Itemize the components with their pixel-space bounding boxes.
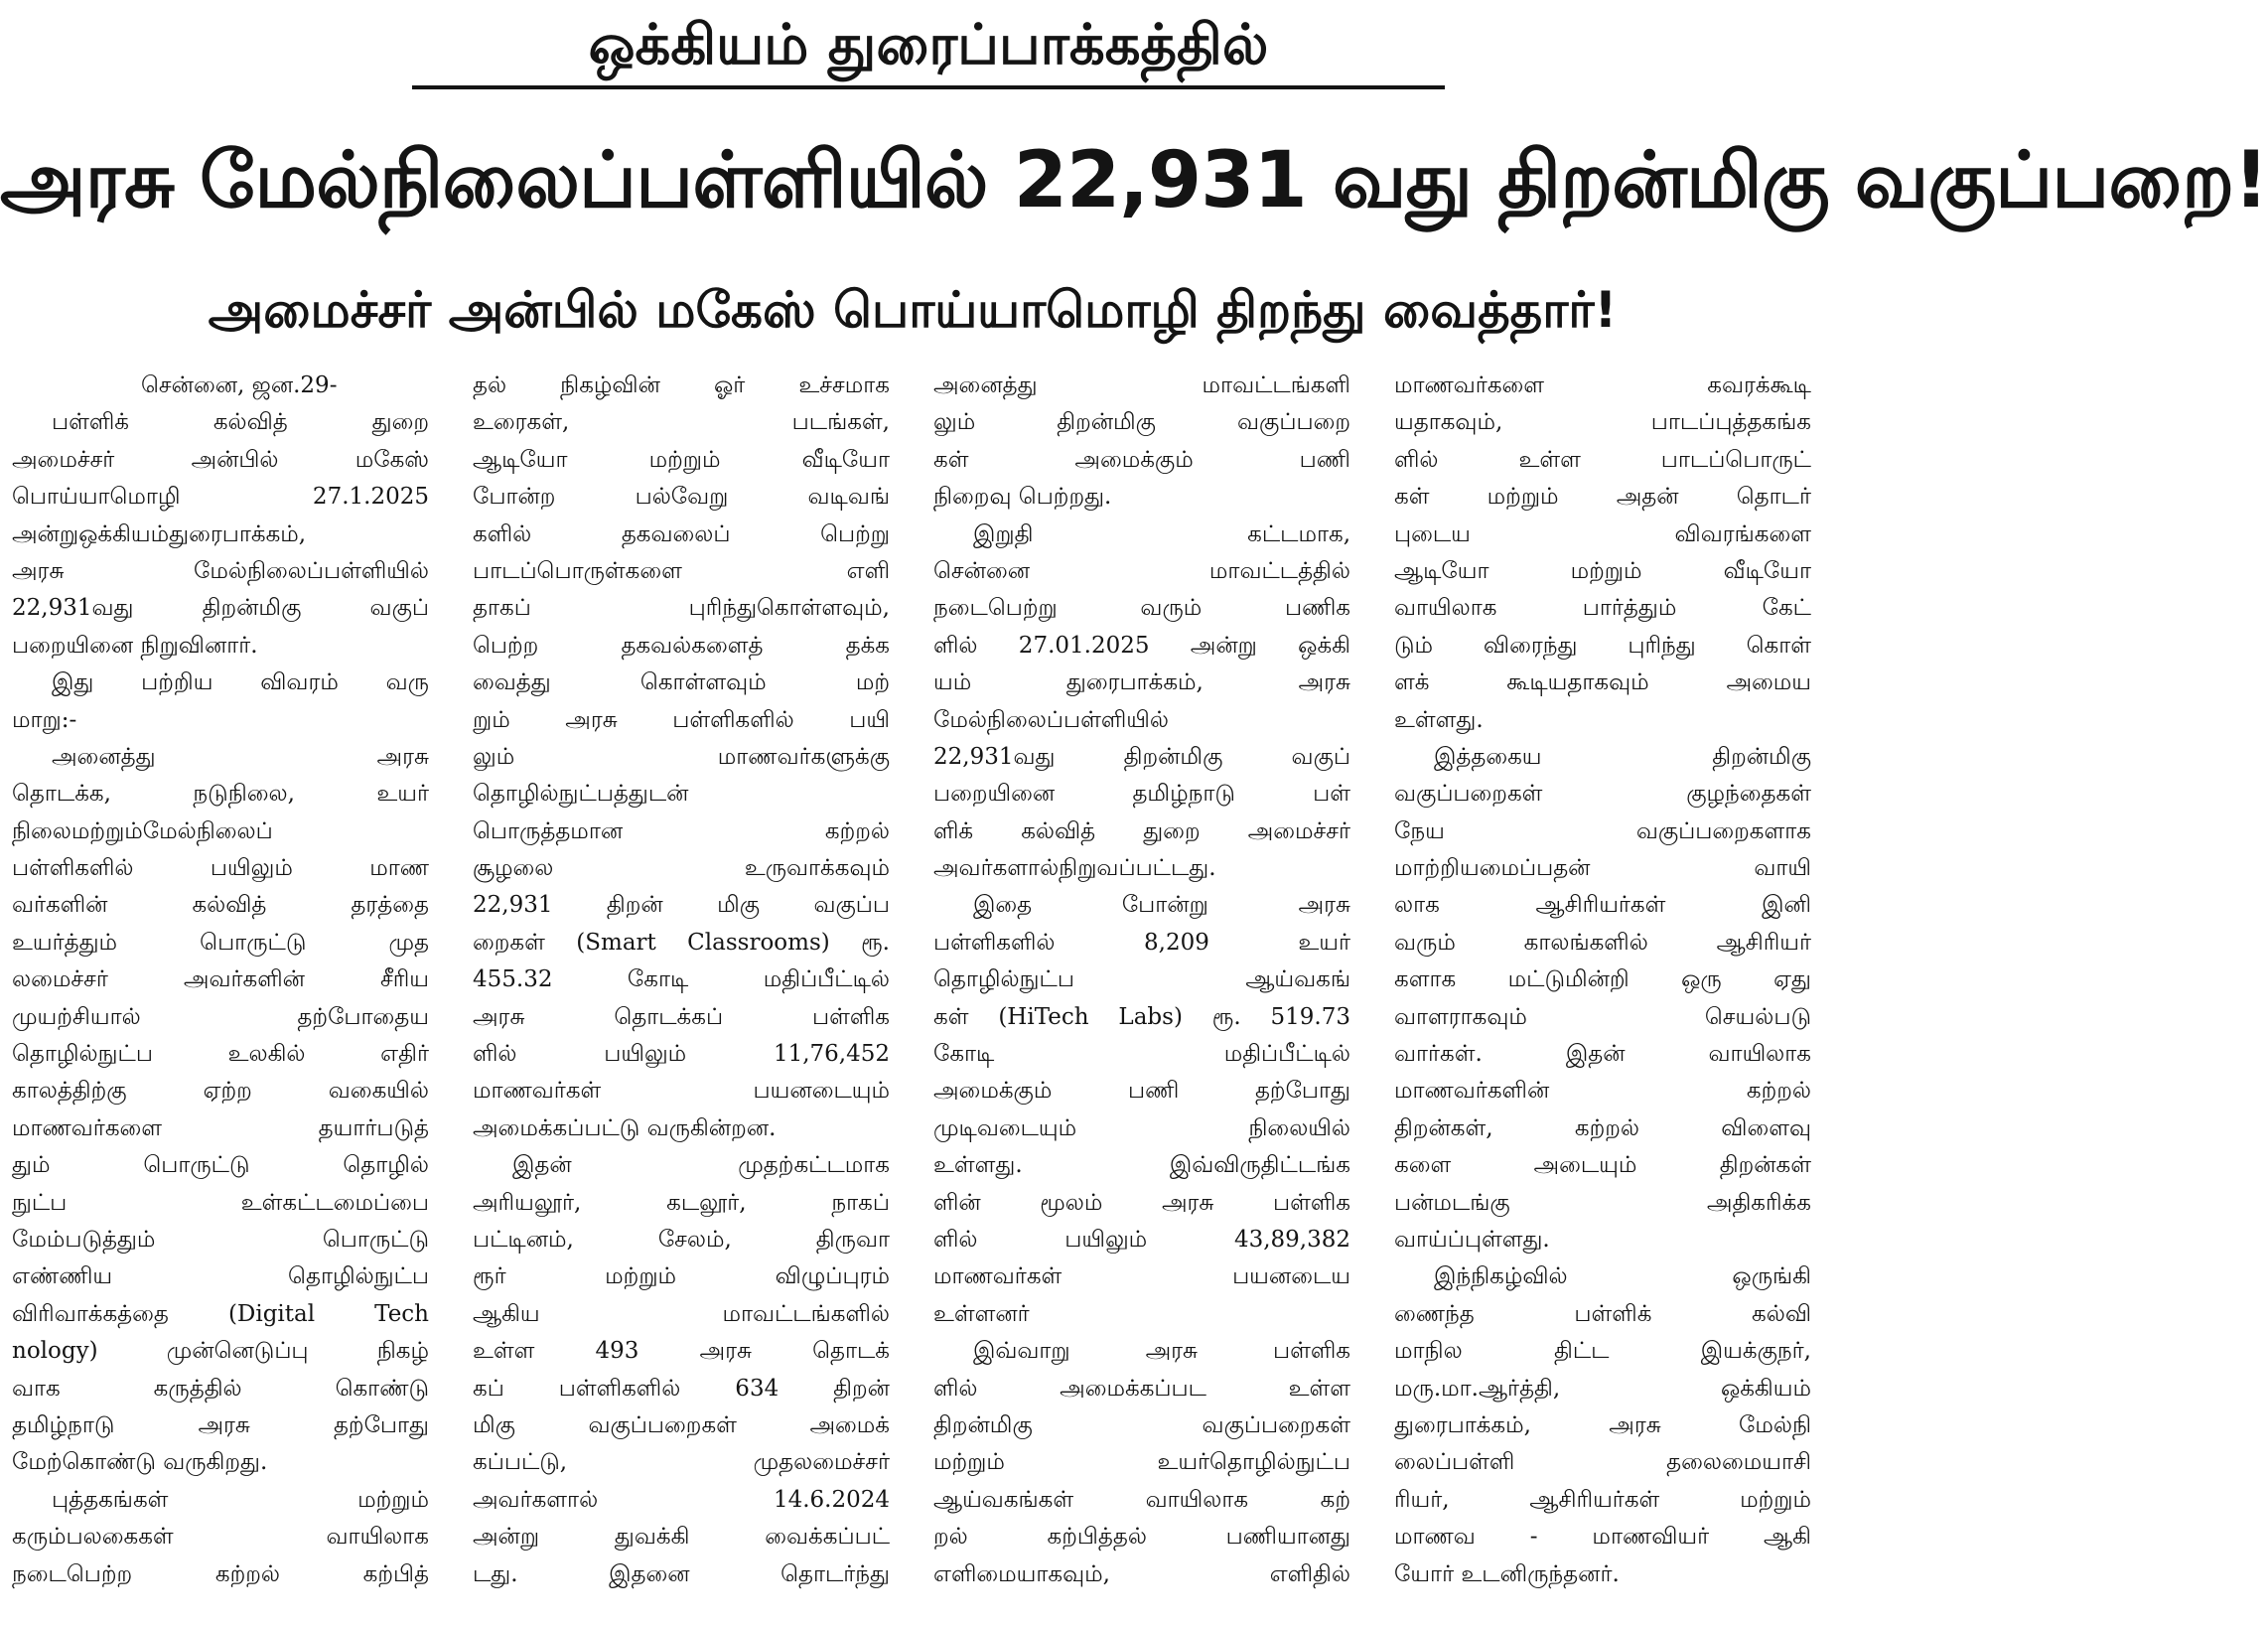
article-line: இது பற்றிய விவரம் வரு <box>52 669 429 696</box>
article-line: 22,931 திறன் மிகு வகுப்ப <box>473 892 890 919</box>
article-line: களாக மட்டுமின்றி ஒரு ஏது <box>1394 966 1811 993</box>
article-line: வாளராகவும் செயல்படு <box>1394 1003 1811 1030</box>
article-line: சென்னை மாவட்டத்தில் <box>933 557 1350 584</box>
article-line: உள்ளது. <box>1394 706 1484 733</box>
article-line: வாயிலாக பார்த்தும் கேட் <box>1394 595 1811 622</box>
article-line: தும் பொருட்டு தொழில் <box>12 1152 429 1179</box>
article-line: அமைச்சர் அன்பில் மகேஸ் <box>12 446 429 473</box>
article-line: வரும் காலங்களில் ஆசிரியர் <box>1394 929 1811 956</box>
article-line: பள்ளிகளில் 8,209 உயர் <box>933 929 1350 956</box>
article-line: கப் பள்ளிகளில் 634 திறன் <box>473 1375 890 1402</box>
article-line: பள்ளிகளில் பயிலும் மாண <box>12 855 429 882</box>
article-line: அனைத்து மாவட்டங்களி <box>933 372 1350 398</box>
article-line: மேற்கொண்டு வருகிறது. <box>12 1449 268 1476</box>
article-line: மிகு வகுப்பறைகள் அமைக் <box>473 1411 890 1438</box>
article-line: தாகப் புரிந்துகொள்ளவும், <box>473 595 890 622</box>
article-line: களில் தகவலைப் பெற்று <box>473 520 890 547</box>
article-line: அன்றுஒக்கியம்துரைபாக்கம், <box>12 520 307 547</box>
article-line: தொடக்க, நடுநிலை, உயர் <box>12 781 429 808</box>
article-line: ஆடியோ மற்றும் வீடியோ <box>473 446 890 473</box>
article-line: பொருத்தமான கற்றல் <box>473 817 890 844</box>
article-line: இந்நிகழ்வில் ஒருங்கி <box>1434 1263 1811 1290</box>
article-line: புடைய விவரங்களை <box>1394 520 1811 547</box>
article-line: தல் நிகழ்வின் ஓர் உச்சமாக <box>473 372 890 398</box>
article-line: ளில் உள்ள பாடப்பொருட் <box>1394 446 1811 473</box>
article-line: சென்னை, ஜன.29- <box>141 372 338 398</box>
article-line: திறன்மிகு வகுப்பறைகள் <box>933 1411 1350 1438</box>
article-line: எண்ணிய தொழில்நுட்ப <box>12 1263 429 1290</box>
article-line: ளிக் கல்வித் துறை அமைச்சர் <box>933 817 1350 844</box>
article-line: தமிழ்நாடு அரசு தற்போது <box>12 1411 429 1438</box>
article-line: முடிவடையும் நிலையில் <box>933 1114 1350 1141</box>
article-line: கரும்பலகைகள் வாயிலாக <box>12 1524 429 1551</box>
article-line: ஆடியோ மற்றும் வீடியோ <box>1394 557 1811 584</box>
article-line: மேல்நிலைப்பள்ளியில் <box>933 706 1169 733</box>
article-line: நிலைமற்றும்மேல்நிலைப் <box>12 817 273 844</box>
article-line: லும் திறன்மிகு வகுப்பறை <box>933 409 1350 436</box>
article-line: மாணவர்கள் பயனடையும் <box>473 1078 890 1105</box>
main-headline: அரசு மேல்நிலைப்பள்ளியில் 22,931 வது திறன்மிகு வகுப்பறை! <box>0 136 2268 225</box>
article-line: யம் துரைபாக்கம், அரசு <box>933 669 1350 696</box>
article-line: மாநில திட்ட இயக்குநர், <box>1394 1338 1811 1365</box>
article-line: மாறு:- <box>12 706 77 733</box>
article-line: துரைபாக்கம், அரசு மேல்நி <box>1394 1411 1811 1438</box>
article-line: ளின் மூலம் அரசு பள்ளிக <box>933 1189 1350 1216</box>
article-line: அமைக்கப்பட்டு வருகின்றன. <box>473 1114 777 1141</box>
article-line: உயர்த்தும் பொருட்டு முத <box>12 929 429 956</box>
article-line: பெற்ற தகவல்களைத் தக்க <box>473 632 890 659</box>
article-line: பள்ளிக் கல்வித் துறை <box>52 409 429 436</box>
article-line: இவ்வாறு அரசு பள்ளிக <box>973 1338 1350 1365</box>
article-line: அனைத்து அரசு <box>52 743 429 770</box>
article-line: மாற்றியமைப்பதன் வாயி <box>1394 855 1811 882</box>
article-line: அன்று துவக்கி வைக்கப்பட் <box>473 1524 890 1551</box>
article-line: 22,931வது திறன்மிகு வகுப் <box>933 743 1350 770</box>
article-line: திறன்கள், கற்றல் விளைவு <box>1394 1114 1811 1141</box>
article-line: பறையினை தமிழ்நாடு பள் <box>933 781 1350 808</box>
article-line: அரியலூர், கடலூர், நாகப் <box>473 1189 890 1216</box>
article-line: மரு.மா.ஆர்த்தி, ஒக்கியம் <box>1394 1375 1811 1402</box>
article-line: நிறைவு பெற்றது. <box>933 484 1112 511</box>
article-line: ஆய்வகங்கள் வாயிலாக கற் <box>933 1486 1350 1513</box>
article-line: ளில் 27.01.2025 அன்று ஒக்கி <box>933 632 1350 659</box>
article-line: இதன் முதற்கட்டமாக <box>512 1152 890 1179</box>
article-line: மாணவர்களை கவரக்கூடி <box>1394 372 1811 398</box>
article-line: உள்ளனர் <box>933 1300 1030 1327</box>
article-line: மாணவர்கள் பயனடைய <box>933 1263 1350 1290</box>
article-line: எளிமையாகவும், எளிதில் <box>933 1560 1350 1587</box>
article-line: கள் (HiTech Labs) ரூ. 519.73 <box>933 1003 1350 1030</box>
article-line: சூழலை உருவாக்கவும் <box>473 855 890 882</box>
article-line: இதை போன்று அரசு <box>973 892 1350 919</box>
article-column-1 <box>12 368 429 1627</box>
article-line: ரியர், ஆசிரியர்கள் மற்றும் <box>1394 1486 1811 1513</box>
article-line: லமைச்சர் அவர்களின் சீரிய <box>12 966 429 993</box>
article-line: அரசு மேல்நிலைப்பள்ளியில் <box>12 557 429 584</box>
article-line: வாய்ப்புள்ளது. <box>1394 1226 1550 1253</box>
article-line: உரைகள், படங்கள், <box>473 409 890 436</box>
article-line: பாடப்பொருள்களை எளி <box>473 557 890 584</box>
article-line: நடைபெற்று வரும் பணிக <box>933 595 1350 622</box>
article-line: டும் விரைந்து புரிந்து கொள் <box>1394 632 1811 659</box>
article-line: கோடி மதிப்பீட்டில் <box>933 1041 1350 1068</box>
article-line: அவர்களால்நிறுவப்பட்டது. <box>933 855 1216 882</box>
article-line: பொய்யாமொழி 27.1.2025 <box>12 484 429 511</box>
article-line: தொழில்நுட்ப உலகில் எதிர் <box>12 1041 429 1068</box>
article-line: இறுதி கட்டமாக, <box>973 520 1350 547</box>
article-line: ளக் கூடியதாகவும் அமைய <box>1394 669 1811 696</box>
article-line: அரசு தொடக்கப் பள்ளிக <box>473 1003 890 1030</box>
article-column-2 <box>473 368 890 1627</box>
article-line: மாணவர்களின் கற்றல் <box>1394 1078 1811 1105</box>
article-line: பட்டினம், சேலம், திருவா <box>473 1226 890 1253</box>
article-line: தொழில்நுட்பத்துடன் <box>473 781 689 808</box>
article-line: 22,931வது திறன்மிகு வகுப் <box>12 595 429 622</box>
article-line: டது. இதனை தொடர்ந்து <box>473 1560 890 1587</box>
article-line: முயற்சியால் தற்போதைய <box>12 1003 429 1030</box>
article-line: புத்தகங்கள் மற்றும் <box>52 1486 429 1513</box>
article-line: இத்தகைய திறன்மிகு <box>1434 743 1811 770</box>
article-line: உள்ளது. இவ்விருதிட்டங்க <box>933 1152 1350 1179</box>
article-line: விரிவாக்கத்தை (Digital Tech <box>12 1300 429 1327</box>
article-line: ணைந்த பள்ளிக் கல்வி <box>1394 1300 1811 1327</box>
article-line: உள்ள 493 அரசு தொடக் <box>473 1338 890 1365</box>
article-line: யதாகவும், பாடப்புத்தகங்க <box>1394 409 1811 436</box>
article-line: களை அடையும் திறன்கள் <box>1394 1152 1811 1179</box>
article-line: நுட்ப உள்கட்டமைப்பை <box>12 1189 429 1216</box>
article-line: அவர்களால் 14.6.2024 <box>473 1486 890 1513</box>
article-line: றல் கற்பித்தல் பணியானது <box>933 1524 1350 1551</box>
article-line: வர்களின் கல்வித் தரத்தை <box>12 892 429 919</box>
article-line: 455.32 கோடி மதிப்பீட்டில் <box>473 966 890 993</box>
article-line: வாக கருத்தில் கொண்டு <box>12 1375 429 1402</box>
article-line: ளில் பயிலும் 43,89,382 <box>933 1226 1350 1253</box>
article-line: மேம்படுத்தும் பொருட்டு <box>12 1226 429 1253</box>
article-line: கள் அமைக்கும் பணி <box>933 446 1350 473</box>
article-line: யோர் உடனிருந்தனர். <box>1394 1560 1620 1587</box>
article-line: கப்பட்டு, முதலமைச்சர் <box>473 1449 890 1476</box>
article-line: ளில் அமைக்கப்பட உள்ள <box>933 1375 1350 1402</box>
article-line: தொழில்நுட்ப ஆய்வகங் <box>933 966 1350 993</box>
article-line: ளில் பயிலும் 11,76,452 <box>473 1041 890 1068</box>
article-line: பறையினை நிறுவினார். <box>12 632 258 659</box>
article-line: லும் மாணவர்களுக்கு <box>473 743 890 770</box>
kicker-headline: ஒக்கியம் துரைப்பாக்கத்தில் <box>412 8 1445 89</box>
article-column-4 <box>1394 368 1811 1627</box>
article-line: லாக ஆசிரியர்கள் இனி <box>1394 892 1811 919</box>
article-line: றைகள் (Smart Classrooms) ரூ. <box>473 929 890 956</box>
sub-headline: அமைச்சர் அன்பில் மகேஸ் பொய்யாமொழி திறந்து வைத்தார்! <box>208 281 1618 339</box>
article-line: போன்ற பல்வேறு வடிவங் <box>473 484 890 511</box>
article-line: வகுப்பறைகள் குழந்தைகள் <box>1394 781 1811 808</box>
article-line: வார்கள். இதன் வாயிலாக <box>1394 1041 1811 1068</box>
article-column-3 <box>933 368 1350 1627</box>
article-line: காலத்திற்கு ஏற்ற வகையில் <box>12 1078 429 1105</box>
article-line: நேய வகுப்பறைகளாக <box>1394 817 1811 844</box>
article-line: மற்றும் உயர்தொழில்நுட்ப <box>933 1449 1350 1476</box>
article-line: லைப்பள்ளி தலைமையாசி <box>1394 1449 1811 1476</box>
article-line: றும் அரசு பள்ளிகளில் பயி <box>473 706 890 733</box>
article-line: வைத்து கொள்ளவும் மற் <box>473 669 890 696</box>
article-line: அமைக்கும் பணி தற்போது <box>933 1078 1350 1105</box>
article-line: பன்மடங்கு அதிகரிக்க <box>1394 1189 1811 1216</box>
article-line: நடைபெற்ற கற்றல் கற்பித் <box>12 1560 429 1587</box>
article-line: மாணவர்களை தயார்படுத் <box>12 1114 429 1141</box>
article-line: ரூர் மற்றும் விழுப்புரம் <box>473 1263 890 1290</box>
article-line: கள் மற்றும் அதன் தொடர் <box>1394 484 1811 511</box>
article-line: ஆகிய மாவட்டங்களில் <box>473 1300 890 1327</box>
article-line: மாணவ - மாணவியர் ஆகி <box>1394 1524 1811 1551</box>
article-line: nology) முன்னெடுப்பு நிகழ் <box>12 1338 429 1365</box>
